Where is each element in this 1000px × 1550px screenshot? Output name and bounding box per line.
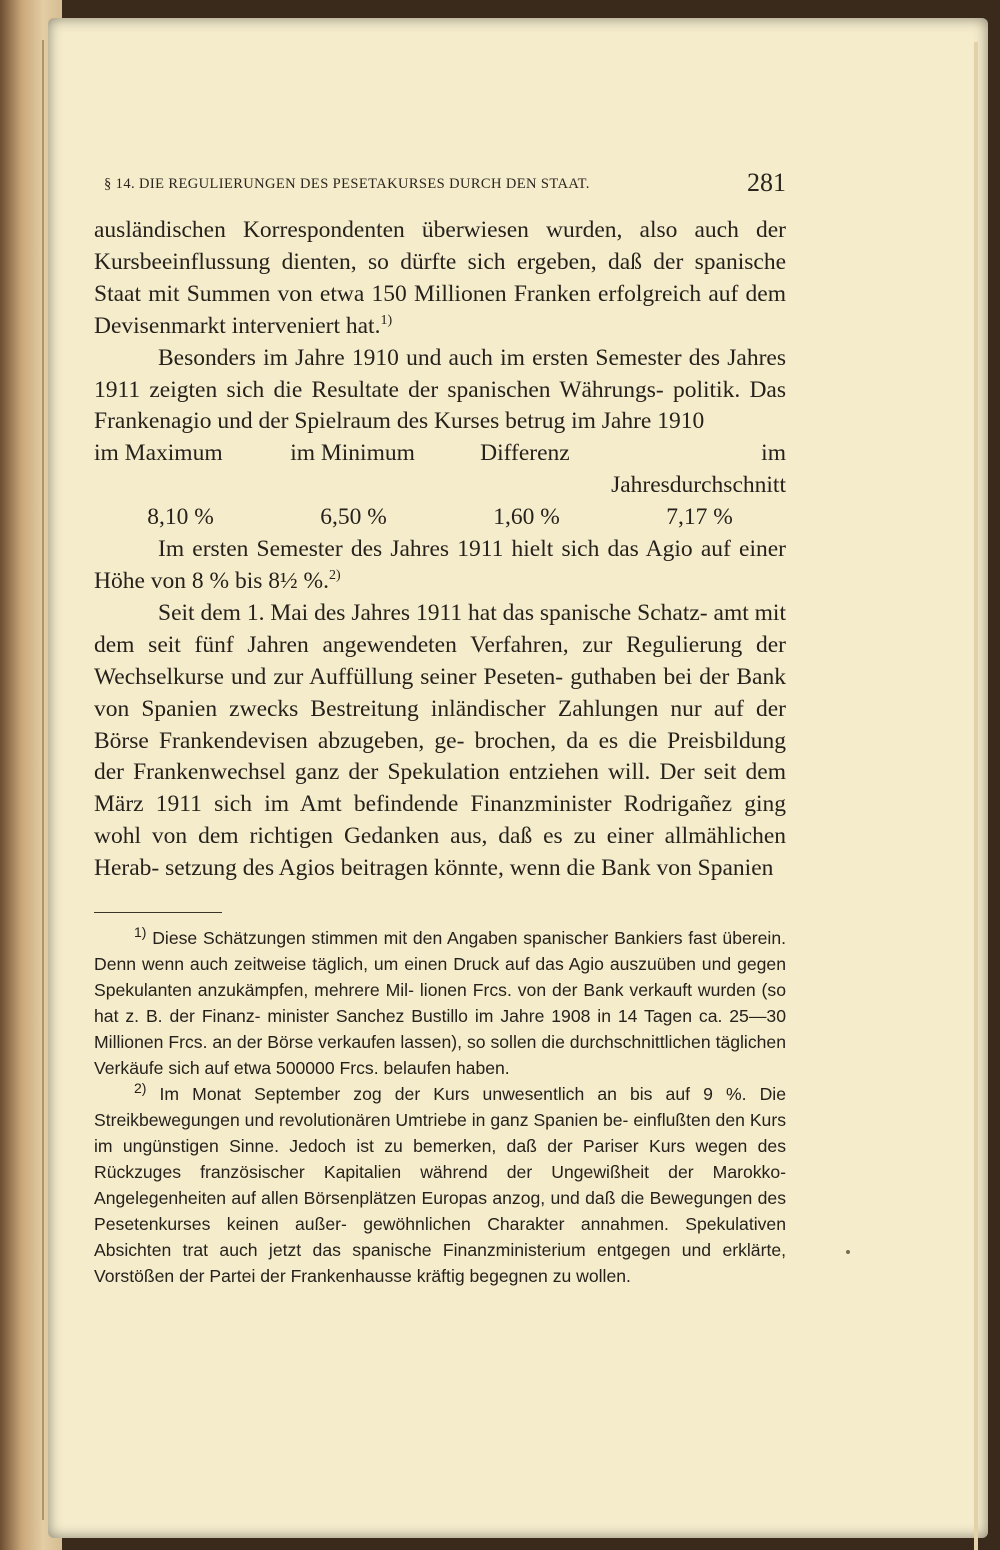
stats-header-minimum: im Minimum — [290, 440, 415, 467]
paragraph-1 — [94, 215, 786, 343]
footnote-ref-1: 1) — [380, 312, 393, 328]
stats-value-differenz: 1,60 % — [493, 504, 560, 531]
spine-fold — [42, 40, 44, 1520]
stats-header-differenz: Differenz — [480, 440, 570, 467]
paper-speck — [846, 1250, 850, 1254]
stats-value-minimum: 6,50 % — [320, 504, 387, 531]
footnotes — [94, 925, 786, 1289]
footnote-ref-2: 2) — [328, 568, 341, 584]
footnote-1-mark: 1) — [134, 924, 147, 941]
footnote-2 — [94, 1081, 786, 1289]
footnote-divider — [94, 912, 222, 913]
main-text — [94, 215, 786, 885]
running-head: § 14. DIE REGULIERUNGEN DES PESETAKURSES DURCH DEN STAAT. — [104, 176, 590, 192]
stats-header-maximum: im Maximum — [94, 440, 223, 467]
stats-headers — [94, 438, 786, 502]
stats-values — [94, 502, 786, 534]
footnote-1-text: Diese Schätzungen stimmen mit den Angaben spanischer Bankiers fast überein. Denn wenn auch zeitweise täglich, um einen Druck auf das Agio auszuüben und gegen Spekulanten anzukämpfen, mehrere Mil- lionen Frcs. von der Bank verkauft wurden (so hat z. B. der Finanz- minister Sanchez Bustillo im Jahre 1908 in 14 Tagen ca. 25—30 Millionen Frcs. an der Börse verkaufen lassen), so sollen die durchschnittlichen täglichen Verkäufe sich auf etwa 500000 Frcs. belaufen haben. — [94, 928, 786, 1078]
paragraph-4: Seit dem 1. Mai des Jahres 1911 hat das spanische Schatz- amt mit dem seit fünf Jahren angewendeten Verfahren, zur Regulierung der Wechselkurse und zur Auffüllung seiner Peseten- guthaben bei der Bank von Spanien zwecks Bestreitung inländischer Zahlungen nur auf der Börse Frankendevisen abzugeben, ge- brochen, da es die Preisbildung der Frankenwechsel ganz der Spekulation entziehen will. Der seit dem März 1911 sich im Amt befindende Finanzminister Rodrigañez ging wohl von dem richtigen Gedanken aus, daß es zu einer allmählichen Herab- setzung des Agios beitragen könnte, wenn die Bank von Spanien — [94, 599, 786, 882]
footnote-2-text: Im Monat September zog der Kurs unwesentlich an bis auf 9 %. Die Streikbewegungen und revolutionären Umtriebe in ganz Spanien be- einflußten den Kurs im ungünstigen Sinne. Jedoch ist zu bemerken, daß der Pariser Kurs wegen des Rückzuges französischer Kapitalien während der Ungewißheit der Marokko-Angelegenheiten auf allen Börsenplätzen Europas anzog, und daß die Bewegungen des Pesetenkurses keinen außer- gewöhnlichen Charakter annahmen. Spekulativen Absichten trat auch jetzt das spanische Finanzministerium entgegen und erklärte, Vorstößen der Partei der Frankenhausse kräftig begegnen zu wollen. — [94, 1084, 786, 1286]
paragraph-3-text: Im ersten Semester des Jahres 1911 hielt sich das Agio auf einer Höhe von 8 % bis 8½ %. — [94, 536, 786, 594]
stats-value-maximum: 8,10 % — [147, 504, 214, 531]
footnote-2-mark: 2) — [134, 1080, 147, 1097]
paragraph-3 — [94, 534, 786, 598]
stats-value-durchschnitt: 7,17 % — [666, 504, 733, 531]
page-edge — [974, 42, 978, 1550]
stats-header-durchschnitt: im Jahresdurchschnitt — [611, 440, 786, 499]
footnote-1 — [94, 925, 786, 1081]
paragraph-1-text: ausländischen Korrespondenten überwiesen wurden, also auch der Kursbeeinflussung dienten, so dürfte sich ergeben, daß der spanische Staat mit Summen von etwa 150 Millionen Franken erfolgreich auf dem Devisenmarkt interveniert hat. — [94, 217, 786, 339]
page-header — [104, 168, 786, 202]
page-number: 281 — [747, 168, 786, 197]
paragraph-2: Besonders im Jahre 1910 und auch im ersten Semester des Jahres 1911 zeigten sich die Resultate der spanischen Währungs- politik. Das Frankenagio und der Spielraum des Kurses betrug im Jahre 1910 — [94, 344, 786, 435]
